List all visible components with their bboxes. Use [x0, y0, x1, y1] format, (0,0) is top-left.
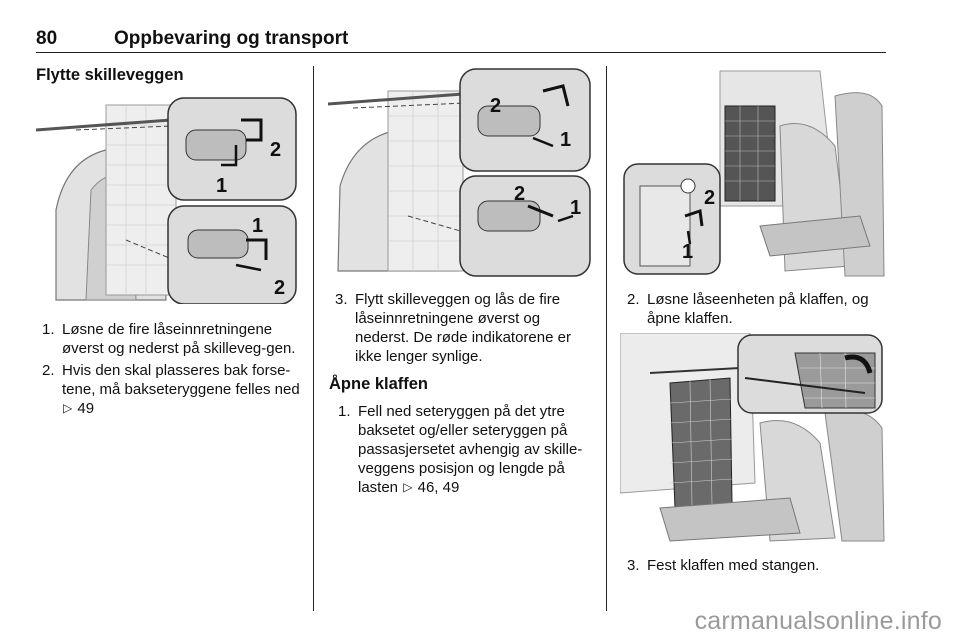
list-item: 1. Løsne de fire låseinnretningene øverst og nederst på skilleveg-gen. — [42, 321, 296, 357]
steps-list-release-flap — [627, 290, 889, 331]
flap-open-illustration — [620, 333, 886, 545]
callout-label: 2 — [270, 139, 282, 161]
page-number: 80 — [36, 28, 58, 49]
callout-label: 1 — [252, 215, 264, 237]
section-title-move-partition: Flytte skilleveggen — [36, 66, 184, 84]
list-item: 3. Flytt skilleveggen og lås de fire låseinnretningene øverst og nederst. De røde indikatorene er ikke lenger synlige. — [335, 291, 571, 365]
column-divider — [606, 66, 607, 611]
list-item: 1. Fell ned seteryggen på det ytre baksetet og/eller seteryggen på passasjersetet avhengig av skille-veggens posisjon og lengde på lasten ▷ 46, 49 — [338, 403, 583, 496]
callout-label: 1 — [216, 175, 228, 197]
page-reference: 46, 49 — [417, 479, 460, 496]
steps-list-open-flap — [338, 402, 600, 501]
callout-label: 2 — [490, 95, 502, 117]
steps-list-relock — [335, 290, 597, 369]
flap-lock-illustration — [620, 66, 886, 278]
list-item: 2. Hvis den skal plasseres bak forse-tene, må bakseteryggene felles ned ▷ 49 — [42, 362, 300, 417]
page-reference: 49 — [77, 400, 95, 417]
ref-arrow-icon: ▷ — [63, 401, 73, 415]
partition-relock-illustration — [328, 66, 592, 278]
list-item: 2. Løsne låseenheten på klaffen, og åpne klaffen. — [627, 291, 869, 327]
partition-lock-illustration — [36, 90, 300, 304]
callout-label: 1 — [570, 197, 582, 219]
callout-label: 2 — [514, 183, 526, 205]
callout-label: 1 — [682, 241, 694, 263]
watermark-text: carmanualsonline.info — [694, 607, 942, 635]
ref-arrow-icon: ▷ — [403, 480, 413, 494]
list-item: 3. Fest klaffen med stangen. — [627, 557, 820, 574]
steps-list-secure-flap — [627, 556, 889, 578]
callout-label: 1 — [560, 129, 572, 151]
callout-label: 2 — [274, 277, 286, 299]
steps-list-move — [42, 320, 304, 422]
column-divider — [313, 66, 314, 611]
callout-label: 2 — [704, 187, 716, 209]
section-title-open-flap: Åpne klaffen — [329, 375, 429, 393]
page-header — [36, 28, 886, 53]
chapter-title: Oppbevaring og transport — [114, 28, 349, 49]
